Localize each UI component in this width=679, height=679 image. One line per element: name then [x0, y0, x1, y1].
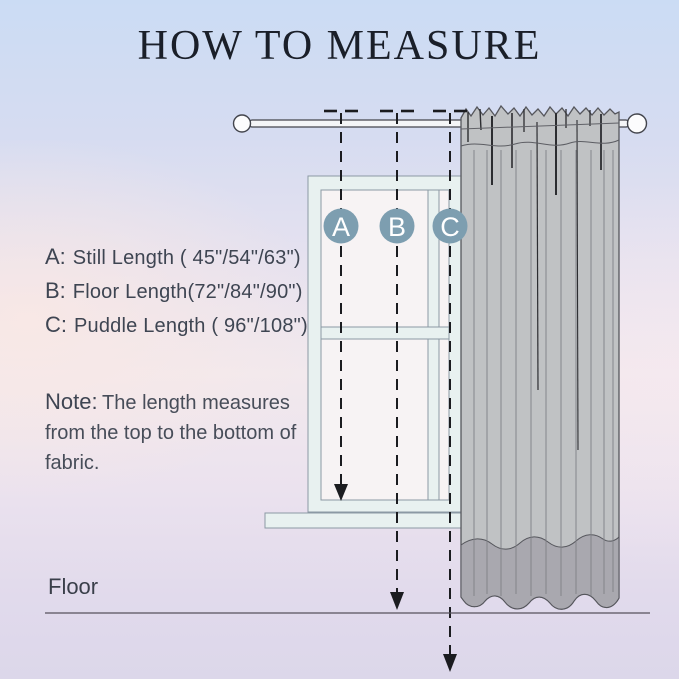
page-title: HOW TO MEASURE	[137, 23, 542, 69]
rod-finial-left	[234, 115, 251, 132]
legend-key-a: A:	[45, 244, 66, 269]
note-line1: The length measures	[102, 392, 290, 414]
legend-item-c	[45, 312, 308, 338]
window-sill	[265, 513, 468, 528]
badge-c-letter: C	[440, 212, 460, 242]
note	[45, 388, 315, 479]
badge-a-letter: A	[331, 212, 351, 242]
curtain-body	[461, 106, 619, 609]
floor-label: Floor	[48, 574, 99, 599]
badge-b	[380, 209, 415, 244]
measure-badges	[324, 209, 468, 244]
legend-item-a	[45, 244, 301, 270]
legend-text-b: Floor Length(72"/84"/90")	[72, 281, 303, 303]
badge-c	[433, 209, 468, 244]
curtain-hem-dark	[461, 535, 619, 609]
legend-text-a: Still Length ( 45"/54"/63")	[72, 247, 301, 269]
legend-key-b: B:	[45, 278, 66, 303]
note-label: Note:	[45, 389, 98, 414]
badge-a	[324, 209, 359, 244]
legend-key-c: C:	[45, 312, 67, 337]
curtain	[461, 106, 619, 609]
arrowhead-c	[443, 654, 457, 672]
legend-text-c: Puddle Length ( 96"/108")	[74, 315, 308, 337]
note-line2: from the top to the bottom of fabric.	[45, 422, 297, 474]
rod-finial-right	[628, 114, 647, 133]
legend-item-b	[45, 278, 303, 304]
badge-b-letter: B	[387, 212, 407, 242]
arrowhead-b	[390, 592, 404, 610]
